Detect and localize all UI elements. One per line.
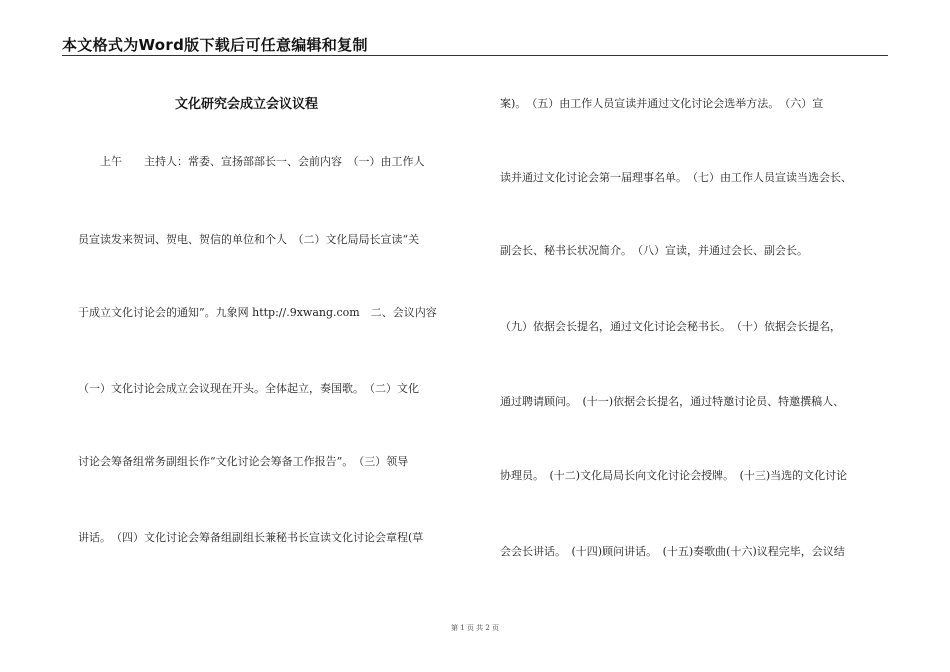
body-line: （一）文化讨论会成立会议现在开头。全体起立，奏国歌。 （二）文化 [78,382,419,395]
document-title: 文化研究会成立会议议程 [175,97,319,112]
body-line: 于成立文化讨论会的通知”。九象网 http://.9xwang.com 二、会议内容 [78,306,437,319]
body-line: 上午 主持人：常委、宣扬部部长一、会前内容 （一）由工作人 [100,155,425,168]
download-banner: 本文格式为Word版下载后可任意编辑和复制 [62,36,368,54]
page-number: 第 1 页 共 2 页 [450,624,500,632]
body-line: 通过聘请顾问。 (十一)依据会长提名，通过特邀讨论员、特邀撰稿人、 [500,395,845,408]
body-line: 案)。 （五）由工作人员宣读并通过文化讨论会选举方法。 （六）宣 [500,97,824,110]
body-line: 会会长讲话。 (十四)顾问讲话。 (十五)奏歌曲(十六)议程完毕，会议结 [500,545,845,558]
body-line: 读并通过文化讨论会第一届理事名单。 （七）由工作人员宣读当选会长、 [500,171,852,184]
body-line: 协理员。 (十二)文化局局长向文化讨论会授牌。 (十三)当选的文化讨论 [500,469,848,482]
body-line: 员宣读发来贺词、贺电、贺信的单位和个人 （二）文化局局长宣读“关 [78,233,420,246]
body-line: 讲话。 （四）文化讨论会筹备组副组长兼秘书长宣读文化讨论会章程(草 [78,531,424,544]
body-line: 讨论会筹备组常务副组长作“文化讨论会筹备工作报告”。 （三）领导 [78,455,409,468]
body-line: 副会长、秘书长状况简介。 （八）宣读，并通过会长、副会长。 [500,244,808,257]
banner-divider [62,55,888,56]
body-line: （九）依据会长提名，通过文化讨论会秘书长。 （十）依据会长提名， [500,320,841,333]
